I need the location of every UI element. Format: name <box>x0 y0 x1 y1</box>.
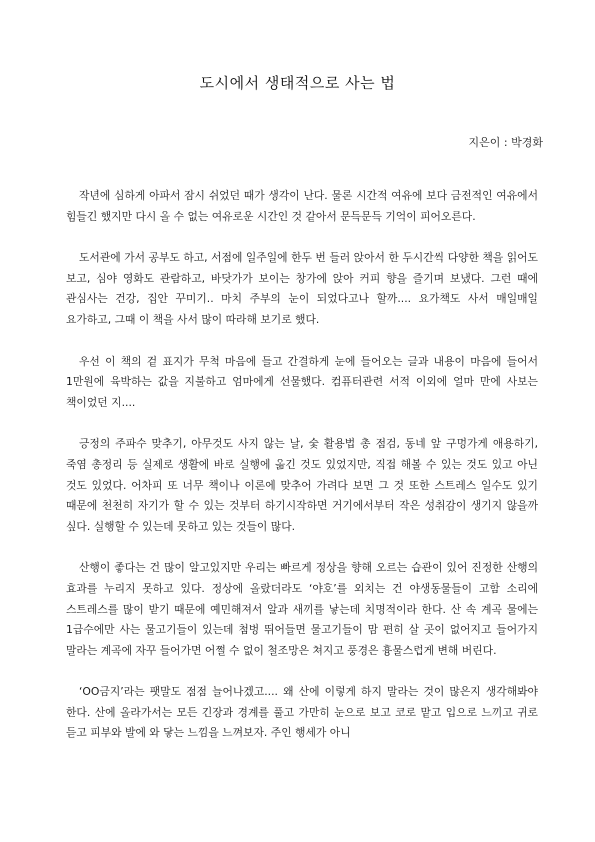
paragraph-1: 작년에 심하게 아파서 잠시 쉬었던 때가 생각이 난다. 물론 시간적 여유에 보다 금전적인 여유에서 힘들긴 했지만 다시 올 수 없는 여유로운 시간인 것 같아서 문득문득 기억이 피어오른다. <box>66 189 538 223</box>
document-title: 도시에서 생태적으로 사는 법 <box>199 74 396 92</box>
document-author: 지은이 : 박경화 <box>468 136 543 149</box>
paragraph-3: 우선 이 책의 겉 표지가 무척 마음에 들고 간결하게 눈에 들어오는 글과 내용이 마음에 들어서 1만원에 육박하는 값을 지불하고 엄마에게 선물했다. 컴퓨터관련 서적 이외에 얼마 만에 사보는 책이었던 지.... <box>66 354 538 409</box>
paragraph-2: 도서관에 가서 공부도 하고, 서점에 일주일에 한두 번 들러 앉아서 한 두시간씩 다양한 책을 읽어도 보고, 심야 영화도 관람하고, 바닷가가 보이는 창가에 앉아 커피 향을 즐기며 보냈다. 그런 때에 관심사는 건강, 집안 꾸미기.. 마치 주부의 눈이 되었다고나 할까.... 요가책도 사서 매일매일 요가하고, 그때 이 책을 사서 많이 따라해 보기로 했다. <box>66 251 538 326</box>
paragraph-5: 산행이 좋다는 건 많이 알고있지만 우리는 빠르게 정상을 향해 오르는 습관이 있어 진정한 산행의 효과를 누리지 못하고 있다. 정상에 올랐더라도 ‘야호’를 외치는 건 야생동물들이 고함 소리에 스트레스를 많이 받기 때문에 예민해져서 알과 새끼를 낳는데 치명적이라 한다. 산 속 계곡 물에는 1급수에만 사는 물고기들이 있는데 첨벙 뛰어들면 물고기들이 맘 편히 살 곳이 없어지고 들어가지 말라는 계곡에 자꾸 들어가면 어쩔 수 없이 철조망은 쳐지고 풍경은 흉물스럽게 변해 버린다. <box>66 561 538 657</box>
paragraph-4: 긍정의 주파수 맞추기, 아무것도 사지 않는 날, 숯 활용법 총 점검, 동네 앞 구멍가게 애용하기, 죽염 총정리 등 실제로 생활에 바로 실행에 옮긴 것도 있었지만, 직접 해볼 수 있는 것도 있고 아닌 것도 있었다. 어차피 또 너무 책이나 이론에 맞추어 가려다 보면 그 것 또한 스트레스 일수도 있기 때문에 천천히 자기가 할 수 있는 것부터 하기시작하면 거기에서부터 작은 성취감이 생기지 않을까 싶다. 실행할 수 있는데 못하고 있는 것들이 많다. <box>66 437 538 533</box>
paragraph-6: ‘OO금지’라는 팻말도 점점 늘어나겠고.... 왜 산에 이렇게 하지 말라는 것이 많은지 생각해봐야 한다. 산에 올라가서는 모든 긴장과 경계를 풀고 가만히 눈으로 보고 코로 맡고 입으로 느끼고 귀로 듣고 피부와 발에 와 닿는 느낌을 느껴보자. 주인 행세가 아니 <box>66 685 538 740</box>
document-body <box>66 186 538 765</box>
